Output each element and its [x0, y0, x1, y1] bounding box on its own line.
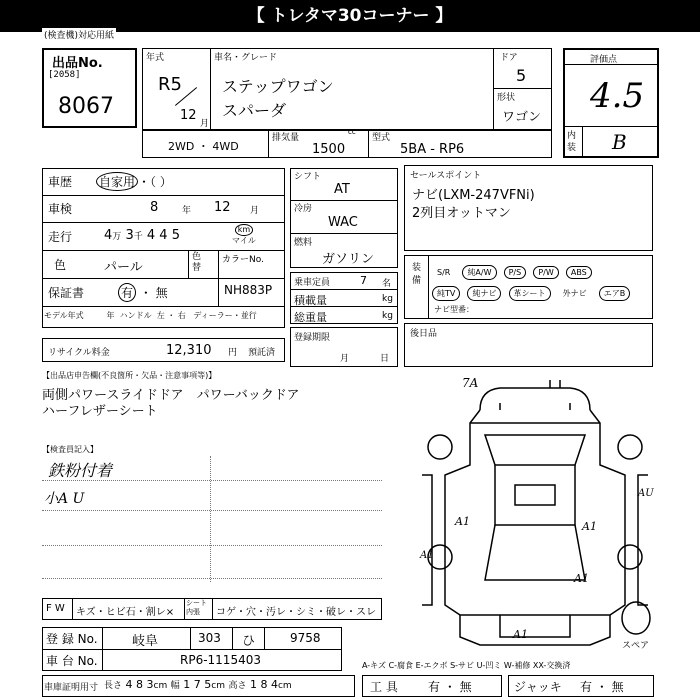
tools-label: 工 具 [370, 680, 398, 694]
color-label: 色 [54, 258, 67, 272]
history-value [96, 172, 172, 191]
equip-ext-navi: 外ナビ [562, 289, 587, 298]
inspection-month: 12 [214, 200, 231, 215]
color-value: パール [104, 260, 143, 275]
equipment-row1 [432, 260, 594, 280]
diagram-spare: スペア [622, 641, 650, 651]
registration-day: 日 [380, 354, 390, 364]
displacement-value: 1500 [312, 142, 346, 157]
score-value: 4.5 [590, 76, 645, 116]
tools-value: 有 ・ 無 [428, 680, 472, 694]
equip-airbag: エアB [599, 286, 631, 301]
weight-unit: kg [382, 311, 393, 321]
equip-tv: 純TV [432, 286, 460, 301]
notes-label: 【出品店申告欄(不良箇所・欠品・注意事項等)】 [42, 371, 217, 380]
recycle-unit: 円 [228, 348, 238, 358]
fw-seat-items: コゲ・穴・汚レ・シミ・破レ・スレ [216, 607, 376, 618]
inspection-month-unit: 月 [250, 206, 260, 216]
inspector-line1: 鉄粉付着 [48, 461, 113, 480]
info-box [42, 168, 285, 328]
fw-label: F W [46, 603, 65, 614]
interior-value: B [612, 130, 627, 154]
equip-ps: P/S [504, 266, 527, 279]
notes-line1: 両側パワースライドドア パワーバックドア [42, 388, 300, 403]
regno-class: 303 [198, 631, 221, 645]
chassis-value: RP6-1115403 [180, 653, 261, 667]
diagram-a4: A1 [513, 628, 528, 641]
capacity-value: 7 [360, 274, 367, 287]
history-label: 車歴 [48, 175, 73, 189]
sales-point-line1: ナビ(LXM-247VFNi) [412, 188, 535, 203]
inspection-label: 車検 [48, 202, 73, 216]
arrival-box [404, 323, 653, 367]
regno-city: 岐阜 [132, 634, 159, 649]
ac-label: 冷房 [294, 204, 313, 214]
top-note: (検査機)対応用紙 [42, 28, 116, 41]
equip-aw: 純A/W [462, 265, 496, 280]
sales-point-line2: 2列目オットマン [412, 206, 511, 221]
cert-label: 車庫証明用寸 [44, 683, 99, 693]
sales-point-label: セールスポイント [410, 171, 482, 181]
car-grade: スパーダ [222, 101, 287, 120]
shape-value: ワゴン [502, 110, 542, 125]
equip-navi: 純ナビ [467, 286, 501, 301]
lot-label: 出品No. [52, 56, 103, 71]
model-label: 型式 [372, 133, 391, 143]
load-unit: kg [382, 294, 393, 304]
diagram-a5: A1 [420, 550, 434, 561]
color-code: NH883P [224, 283, 273, 297]
inspection-year-unit: 年 [182, 206, 192, 216]
load-label: 積載量 [294, 294, 327, 307]
displacement-unit: cc [348, 128, 356, 136]
fw-items: キズ・ヒビ石・割レ× [76, 607, 175, 618]
ac-value: WAC [328, 215, 358, 230]
year-label: 年式 [146, 53, 165, 63]
history-circle: 自家用 [96, 172, 138, 191]
color-code-label: カラーNo. [222, 255, 264, 265]
capacity-unit: 名 [382, 279, 392, 289]
history-rest: ・（ ） [138, 175, 172, 189]
regno-label: 登 録 No. [46, 632, 98, 646]
inspector-line2: 小A U [44, 491, 85, 507]
inspector-label: 【検査員記入】 [42, 445, 98, 454]
weight-label: 総重量 [294, 311, 327, 324]
diagram-a3: A1 [574, 572, 589, 585]
chassis-label: 車 台 No. [46, 654, 98, 668]
navi-model-label: ナビ型番： [434, 305, 474, 314]
cert-values: 長さ 4 8 3cm 幅 1 7 5cm 高さ 1 8 4cm [104, 678, 292, 691]
shape-label: 形状 [497, 93, 516, 103]
warranty-value: 有 ・ 無 [118, 283, 168, 302]
fuel-value: ガソリン [322, 252, 375, 267]
model-value: 5BA - RP6 [400, 142, 465, 157]
recycle-label: リサイクル料金 [48, 348, 110, 358]
model-year-row: モデル年式 年 ハンドル 左 ・ 右 ディーラー・並行 [44, 311, 257, 320]
arrival-label: 後日品 [410, 329, 438, 339]
regno-kana: ひ [242, 634, 256, 649]
year-month: 12 [180, 108, 197, 123]
warranty-label: 保証書 [48, 286, 85, 300]
diagram-top: 7A [462, 376, 479, 390]
mileage-value: 4万 3千 4 4 5 [104, 228, 180, 243]
shift-value: AT [334, 182, 350, 197]
banner: 【 トレタマ30コーナー 】 [0, 0, 700, 32]
lot-sub: [2058] [48, 70, 81, 80]
interior-label: 内装 [567, 131, 577, 153]
name-label: 車名・グレード [214, 53, 278, 63]
door-value: 5 [516, 66, 527, 85]
recycle-value: 12,310 [166, 343, 212, 358]
year-month-unit: 月 [200, 119, 210, 129]
year-value: R5 [158, 74, 182, 95]
color-swap-label: 色替 [192, 252, 202, 273]
equipment-row2 [432, 281, 632, 301]
door-label: ドア [500, 53, 518, 63]
equip-pw: P/W [533, 266, 558, 279]
recycle-status: 預託済 [248, 348, 276, 358]
registration-label: 登録期限 [294, 333, 331, 343]
diagram-a2: A1 [582, 520, 597, 533]
lot-number: 8067 [58, 94, 114, 119]
equip-abs: ABS [566, 266, 592, 279]
fw-seat-label: シート内張 [186, 599, 207, 616]
equip-leather: 革シート [509, 286, 551, 301]
notes-line2: ハーフレザーシート [42, 404, 158, 419]
displacement-label: 排気量 [272, 133, 300, 143]
diagram-a1: A1 [455, 515, 470, 528]
shift-label: シフト [294, 172, 322, 182]
jack-value: 有 ・ 無 [580, 680, 624, 694]
drive-value: 2WD ・ 4WD [168, 140, 239, 153]
mileage-unit: km マイル [232, 225, 256, 245]
diagram-au: AU [638, 488, 654, 499]
registration-month: 月 [340, 354, 350, 364]
regno-num: 9758 [290, 631, 321, 645]
fuel-label: 燃料 [294, 238, 313, 248]
lot-box [42, 48, 137, 128]
car-name: ステップワゴン [222, 77, 334, 96]
inspection-year: 8 [150, 200, 159, 215]
capacity-label: 乗車定員 [294, 278, 331, 288]
equip-sr: S/R [437, 268, 451, 277]
jack-label: ジャッキ [514, 680, 562, 694]
mileage-label: 走行 [48, 230, 73, 244]
score-label: 評価点 [590, 55, 618, 65]
car-diagram [400, 375, 670, 660]
equipment-label: 装備 [412, 263, 422, 286]
damage-legend: A-キズ C-腐食 E-エクボ S-サビ U-凹ミ W-補修 XX-交換済 [362, 661, 571, 670]
